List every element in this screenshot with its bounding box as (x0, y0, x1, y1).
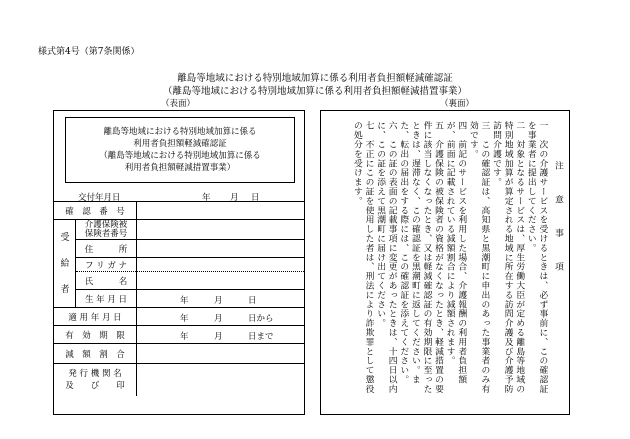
row-reduction-rate (54, 343, 304, 363)
issuer-label (54, 364, 136, 395)
insured-number-label (76, 220, 136, 239)
row-birth-date (76, 289, 304, 307)
note-item-7: 七 不正にこの証を使用した者は、刑法により詐欺罪として懲役の処分を受けます。 (351, 121, 374, 394)
row-furigana (76, 257, 304, 271)
cert-line-1: 離島等地域における特別地域加算に係る (103, 127, 257, 137)
recipient-char-1: 受 (60, 233, 70, 243)
note-item-1: 一 次の介護サービスを受けるときは、必ず事前に、この確認証を事業者に提出してください。 (525, 121, 548, 394)
issuer-label-1: 発 行 機 関 名 (68, 368, 122, 379)
birth-date-label: 生 年 月 日 (84, 294, 128, 305)
notes-heading: 注 意 事 項 (553, 161, 563, 279)
certificate-title-box (65, 117, 295, 183)
recipient-char-3: 者 (60, 285, 70, 295)
row-valid-until (54, 325, 304, 343)
front-side-label: （表面） (161, 99, 196, 109)
applied-date-value: 年 月 日から (180, 314, 274, 324)
reduction-rate-label: 減 額 割 合 (65, 349, 125, 360)
applied-date-label: 適 用 年 月 日 (68, 312, 122, 323)
row-applied-date (54, 307, 304, 325)
note-item-6: 六 この証の表面の記載事項に変更があったときは、十四日以内に、この証を添えて黒潮町に届け出てください。 (375, 121, 397, 394)
row-insured-number (76, 219, 304, 239)
notes-section (350, 121, 563, 401)
insured-number-label-2: 保険者番号 (84, 228, 128, 239)
cert-line-4: 利用者負担額軽減措置事業） (124, 163, 236, 173)
document-subtitle: （離島等地域における特別地域加算に係る利用者負担額軽減措置事業） (162, 86, 467, 97)
row-issuer (54, 363, 304, 395)
form-number: 様式第4号（第7条関係） (38, 47, 140, 57)
cert-line-2: 利用者負担額軽減確認証 (133, 139, 227, 149)
note-item-4: 四 前記のサービスを利用した場合、介護報酬の利用者負担額が、前面に記載されている減額割合により減額されます。 (444, 121, 467, 385)
back-side-label: （裏面） (440, 99, 475, 109)
valid-until-value: 年 月 日まで (180, 332, 274, 342)
row-confirm-number (54, 201, 304, 219)
document-title: 離島等地域における特別地域加算に係る利用者負担額軽減確認証 (177, 73, 453, 84)
note-item-3: 三 この確認証は、高知県と黒潮町に申出のあった事業者のみ有効です。 (467, 121, 490, 394)
recipient-group (54, 219, 76, 307)
insured-number-label-1: 介護保険被 (84, 219, 128, 230)
issue-day-label: 日 (251, 193, 260, 203)
note-item-5: 五 介護保険の被保険者の資格がなくなったとき、軽減措置の要件に該当しなくなったとき、又は軽減確認証の有効期限に至ったときは、遅滞なく、この確認証を黒潮町に返してください。また、転出の届出をする際には、この確認証を添えてください。 (398, 121, 444, 394)
certificate-back (320, 110, 570, 415)
furigana-label: フ リ ガ ナ (84, 260, 128, 271)
name-label: 氏 名 (84, 276, 128, 287)
issue-date-label: 交付年月日 (78, 193, 121, 203)
note-item-2: 二 対象となるサービスは、厚生労働大臣が定める離島等地域の特別地域加算が算定される地域に所在する訪問介護及び介護予防訪問介護です。 (491, 121, 525, 394)
cert-line-3: （離島等地域における特別地域加算に係る (99, 151, 261, 161)
row-address (76, 239, 304, 257)
valid-until-label: 有 効 期 限 (65, 330, 125, 341)
birth-date-value: 年 月 日 (180, 296, 257, 306)
row-name (76, 271, 304, 289)
issuer-label-2: 及 び 印 (65, 380, 125, 391)
recipient-char-2: 給 (60, 259, 70, 269)
issue-month-label: 月 (230, 193, 239, 203)
confirm-number-label: 確 認 番 号 (65, 206, 125, 217)
address-label: 住 所 (84, 244, 128, 255)
certificate-front (53, 110, 305, 415)
issue-year-label: 年 (202, 193, 211, 203)
